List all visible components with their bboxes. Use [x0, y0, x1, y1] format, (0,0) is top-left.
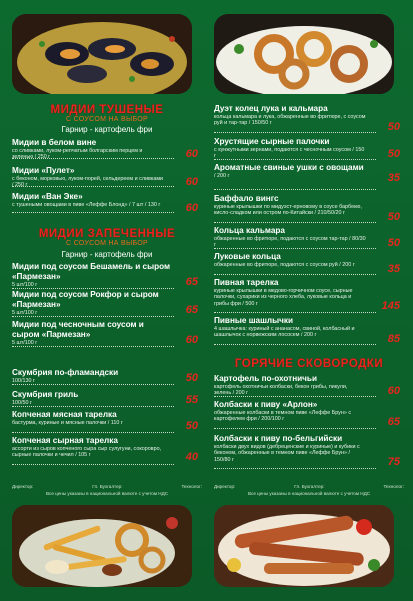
menu-item: [214, 226, 404, 249]
director-label: Директор:: [214, 484, 236, 489]
footer-signatures: [214, 484, 404, 496]
item-name: Луковые кольца: [214, 252, 281, 261]
item-price: 60: [185, 176, 198, 188]
item-price: 40: [185, 451, 198, 463]
item-name: Баффало вингс: [214, 194, 279, 203]
item-price: 50: [387, 237, 400, 249]
item-name: Мидии под соусом Бешамель и сыром «Пармезан»: [12, 262, 171, 281]
vat-note: Все цены указаны в национальной валюте с учетом НДС: [247, 491, 371, 496]
menu-item: [12, 166, 202, 189]
item-name: Копченая сырная тарелка: [12, 436, 118, 445]
menu-item: [12, 390, 202, 406]
menu-item: [12, 192, 202, 214]
item-name: Дуэт колец лука и кальмара: [214, 104, 328, 113]
item-name: Хрустящие сырные палочки: [214, 137, 330, 146]
item-price: 50: [387, 121, 400, 133]
onion-rings-photo: [214, 14, 394, 94]
technologist-label: Технолог:: [181, 484, 202, 489]
item-price: 65: [185, 304, 198, 316]
item-price: 50: [185, 372, 198, 384]
item-desc: колбаски двух видов (дебреценские и куриные) и кубики с беконом, обжаренные в темном пиве «Леффе Брун» / 150/80 г: [214, 444, 360, 463]
item-desc: 100/50 г: [12, 400, 32, 406]
item-desc: обжаренные во фритюре, подаются с соусом руй / 200 г: [214, 262, 355, 268]
section-title-mussels-stewed: МИДИИ ТУШЕНЫЕ: [50, 104, 164, 116]
item-name: Пивная тарелка: [214, 278, 279, 287]
item-price: 60: [387, 385, 400, 397]
menu-item: [12, 410, 202, 432]
item-price: 75: [387, 456, 400, 468]
item-price: 60: [185, 334, 198, 346]
item-price: 65: [185, 276, 198, 288]
item-price: 145: [381, 300, 400, 312]
menu-item: [214, 137, 404, 160]
item-price: 65: [387, 416, 400, 428]
item-name: Мидии под чесночным соусом и сыром «Пармезан»: [12, 320, 144, 339]
item-desc: со сливками, луком-репчатым болгарским перцем и зеленью / 250 г: [12, 148, 143, 161]
chief-accountant-label: Гл. Бухгалтер:: [92, 484, 123, 489]
item-desc: бастурма, куриные и мясные палочки / 110 г: [12, 420, 123, 426]
item-desc: с беконом, морковью, луком-порей, сельдереем и сливками / 250 г: [12, 176, 164, 189]
item-desc: 100/130 г: [12, 378, 35, 384]
item-name: Колбаски к пиву по-бельгийски: [214, 434, 343, 443]
item-name: Копченая мясная тарелка: [12, 410, 117, 419]
section-title-mussels-baked: МИДИИ ЗАПЕЧЕННЫЕ: [38, 228, 176, 240]
item-name: Кольца кальмара: [214, 226, 285, 235]
item-name: Ароматные свиные ушки с овощами: [214, 163, 364, 172]
item-price: 50: [387, 148, 400, 160]
menu-item: [214, 194, 404, 223]
item-name: Пивные шашлычки: [214, 316, 293, 325]
item-price: 35: [387, 172, 400, 184]
item-desc: обжаренные колбаски в темном пиве «Леффе Брун» с картофелем фри / 200/100 г: [214, 410, 352, 423]
item-desc: 5 шт/100 г: [12, 282, 38, 288]
footer-signatures: [12, 484, 202, 496]
garnish-note: Гарнир - картофель фри: [61, 125, 153, 134]
item-desc: с кунжутными зернами, подаются с чесночным соусом / 150 г: [214, 147, 365, 160]
item-desc: картофель охотничьи колбаски, бекон грибы, пикули, зелень / 200 г: [214, 384, 348, 397]
item-price: 60: [185, 148, 198, 160]
menu-item: [214, 104, 404, 133]
item-desc: с тушеными овощами в пиве «Леффе Блонд» / 7 шт / 130 г: [12, 202, 161, 208]
item-name: Мидии «Пулет»: [12, 166, 75, 175]
menu-item: [214, 400, 404, 428]
section-subtitle-mussels-stewed: С СОУСОМ НА ВЫБОР: [65, 116, 149, 123]
menu-item: [214, 374, 404, 397]
item-desc: куриные крылышки по мидуэст-ерновому в соусе барбекю, кисло-сладком или остром по-Китайски / 210/50/20 г: [214, 204, 362, 217]
item-name: Мидии «Ван Эке»: [12, 192, 83, 201]
item-price: 60: [185, 202, 198, 214]
section-title-hot-pans: ГОРЯЧИЕ СКОВОРОДКИ: [234, 358, 384, 370]
item-desc: 5 шт/100 г: [12, 340, 38, 346]
item-desc: ассорти из сыров копченого сыра сыр сулугуни, сокоровро, сырные палочки и чечил / 105 г: [12, 446, 162, 459]
item-price: 35: [387, 263, 400, 275]
item-price: 85: [387, 333, 400, 345]
sausages-photo: [214, 505, 394, 587]
item-price: 50: [185, 420, 198, 432]
section-subtitle-mussels-baked: С СОУСОМ НА ВЫБОР: [65, 240, 149, 247]
menu-item: [12, 320, 202, 346]
menu-item: [214, 434, 404, 468]
item-desc: 4 шашлычка: куриный с ананасом, свиной, колбасный и шашлычок с норвежским лососем / 200 г: [214, 326, 355, 339]
menu-item: [12, 368, 202, 384]
item-desc: / 200 г: [214, 173, 230, 179]
snacks-photo: [12, 505, 192, 587]
technologist-label: Технолог:: [383, 484, 404, 489]
menu-item: [214, 252, 404, 275]
menu-item: [214, 316, 404, 345]
vat-note: Все цены указаны в национальной валюте с учетом НДС: [45, 491, 169, 496]
item-name: Скумбрия по-фламандски: [12, 368, 119, 377]
mussels-photo: [12, 14, 192, 94]
item-price: 50: [387, 211, 400, 223]
item-price: 55: [185, 394, 198, 406]
item-desc: куриные крылышки в медово-горчичном соусе, сырные палочки, сухарики из черного хлеба, луковые кольца и грибы фри / 500 г: [214, 288, 353, 307]
item-desc: 5 шт/100 г: [12, 310, 38, 316]
menu-item: [214, 163, 404, 184]
menu-item: [12, 262, 202, 288]
item-name: Мидии в белом вине: [12, 138, 97, 147]
chief-accountant-label: Гл. Бухгалтер:: [294, 484, 325, 489]
menu-item: [12, 138, 202, 161]
menu-item: [12, 290, 202, 316]
item-desc: кольца кальмара и лука, обжаренные во фритюре, с соусом руй и тар-тар / 150/50 г: [214, 114, 366, 127]
garnish-note: Гарнир - картофель фри: [61, 250, 153, 259]
director-label: Директор:: [12, 484, 34, 489]
item-name: Скумбрия гриль: [12, 390, 79, 399]
item-desc: обжаренные во фритюре, подаются с соусом тар-тар / 80/30 г: [214, 236, 366, 249]
item-name: Колбаски к пиву «Арлон»: [214, 400, 318, 409]
menu-item: [12, 436, 202, 463]
item-name: Мидии под соусом Рокфор и сыром «Пармезан»: [12, 290, 159, 309]
menu-item: [214, 278, 404, 312]
item-name: Картофель по-охотничьи: [214, 374, 317, 383]
